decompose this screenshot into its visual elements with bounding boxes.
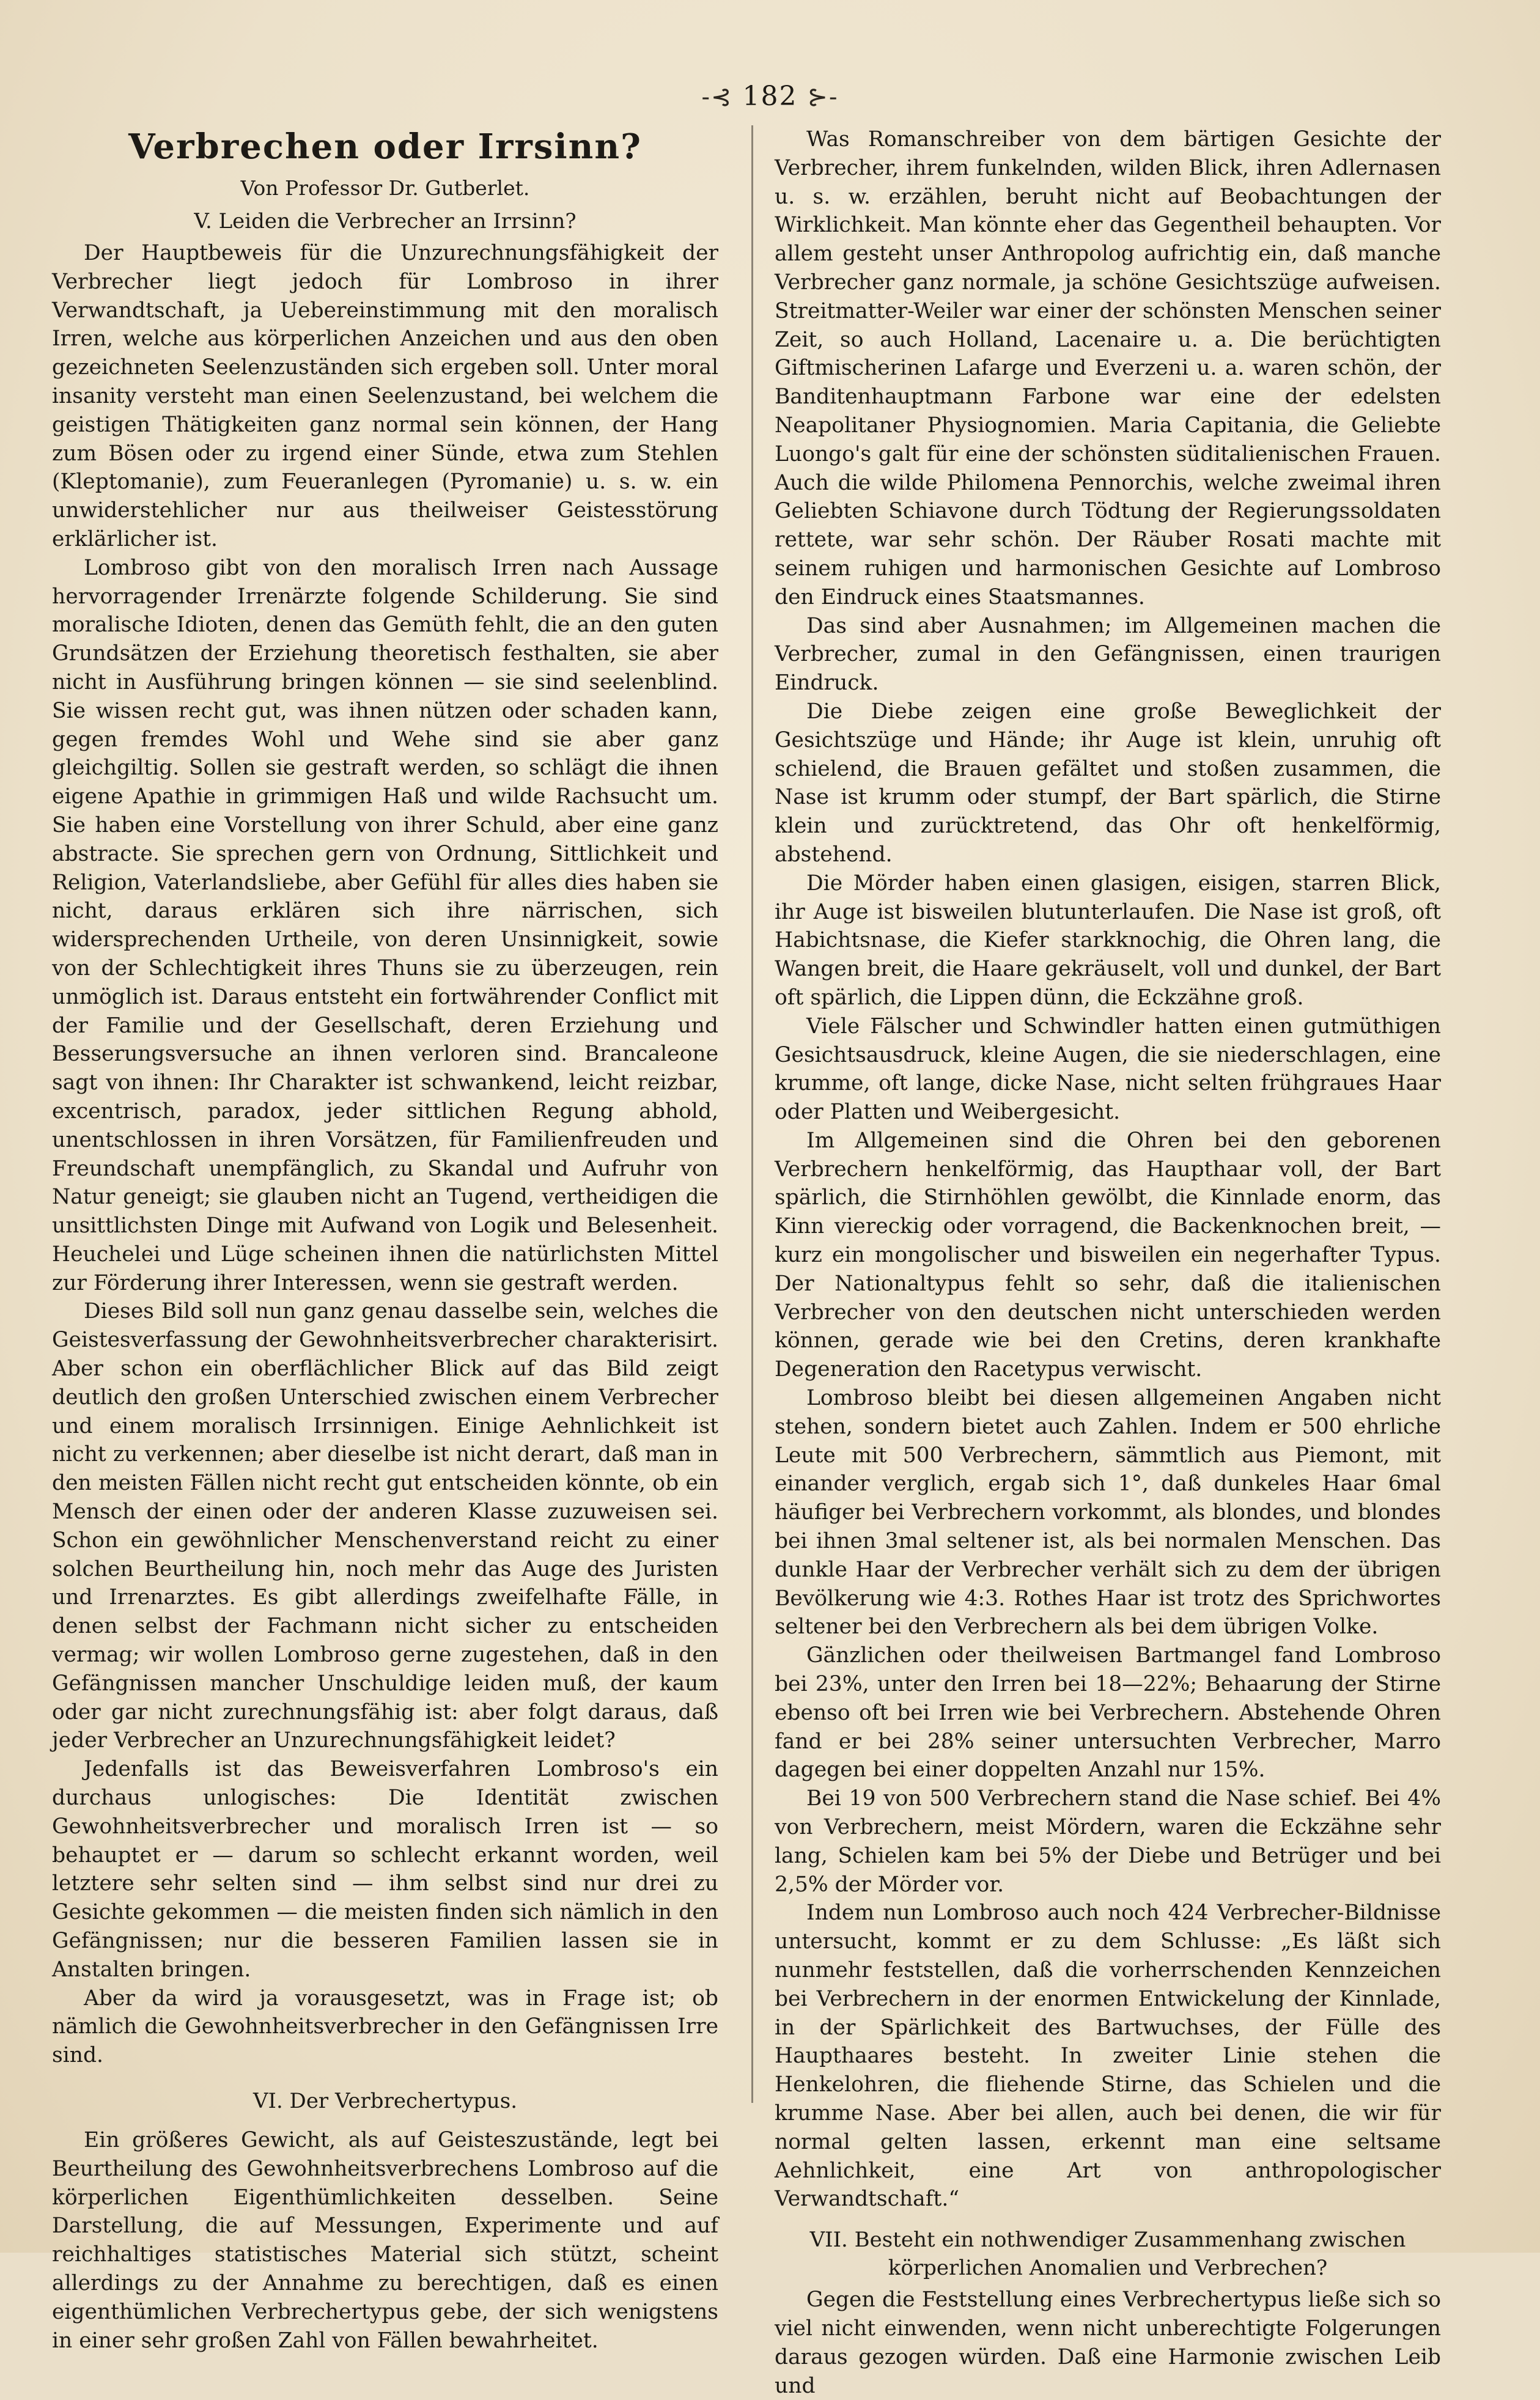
paragraph: Was Romanschreiber von dem bärtigen Gesichte der Verbrecher, ihrem funkelnden, wilden Blick, ihren Adlernasen u. s. w. erzählen, beruht nicht auf Beobachtungen der Wirklichkeit. Man könnte eher das Gegentheil behaupten. Vor allem gesteht unser Anthropolog aufrichtig ein, daß manche Verbrecher ganz normale, ja schöne Gesichtszüge aufweisen. Streitmatter-Weiler war einer der schönsten Menschen seiner Zeit, so auch Holland, Lacenaire u. a. Die berüchtigten Giftmischerinen Lafarge und Everzeni u. a. waren schön, der Banditenhauptmann Farbone war eine der edelsten Neapolitaner Physiognomien. Maria Capitania, die Geliebte Luongo's galt für eine der schönsten süditalienischen Frauen. Auch die wilde Philomena Pennorchis, welche zweimal ihren Geliebten Schiavone durch Tödtung der Regierungssoldaten rettete, war sehr schön. Der Räuber Rosati machte mit seinem ruhigen und harmonischen Gesichte auf Lombroso den Eindruck eines Staatsmannes. <box>775 127 1441 609</box>
paragraph: Das sind aber Ausnahmen; im Allgemeinen machen die Verbrecher, zumal in den Gefängnissen, einen traurigen Eindruck. <box>775 613 1441 696</box>
section-heading-6: VI. Der Verbrechertypus. <box>252 2089 518 2113</box>
left-column <box>52 125 718 2353</box>
paragraph: Gänzlichen oder theilweisen Bartmangel fand Lombroso bei 23%, unter den Irren bei 18—22%; Behaarung der Stirne ebenso oft bei Irren wie bei Verbrechern. Abstehende Ohren fand er bei 28% seiner untersuchten Verbrecher, Marro dagegen bei einer doppelten Anzahl nur 15%. <box>775 1643 1441 1783</box>
page-number: 182 <box>742 81 798 112</box>
article-byline: Von Professor Dr. Gutberlet. <box>240 176 530 200</box>
column-divider <box>751 125 753 2103</box>
paragraph: Aber da wird ja vorausgesetzt, was in Frage ist; ob nämlich die Gewohnheitsverbrecher in den Gefängnissen Irre sind. <box>52 1986 718 2068</box>
paragraph: Ein größeres Gewicht, als auf Geisteszustände, legt bei Beurtheilung des Gewohnheitsverbrechens Lombroso auf die körperlichen Eigenthümlichkeiten desselben. Seine Darstellung, die auf Messungen, Experimente und auf reichhaltiges statistisches Material sich stützt, scheint allerdings zu der Annahme zu berechtigen, daß es einen eigenthümlichen Verbrechertypus gebe, der sich wenigstens in einer sehr großen Zahl von Fällen bewahrheitet. <box>52 2128 718 2353</box>
paragraph: Jedenfalls ist das Beweisverfahren Lombroso's ein durchaus unlogisches: Die Identität zwischen Gewohnheitsverbrecher und moralisch Irren ist — so behauptet er — darum so schlecht erkannt worden, weil letztere sehr selten sind — ihm selbst sind nur drei zu Gesichte gekommen — die meisten finden sich nämlich in den Gefängnissen; nur die besseren Familien lassen sie in Anstalten bringen. <box>52 1757 718 1982</box>
paragraph: Viele Fälscher und Schwindler hatten einen gutmüthigen Gesichtsausdruck, kleine Augen, die sie niederschlagen, eine krumme, oft lange, dicke Nase, nicht selten frühgraues Haar oder Platten und Weibergesicht. <box>775 1014 1441 1125</box>
ornament-right-icon: ⊱- <box>807 83 839 111</box>
paragraph: Der Hauptbeweis für die Unzurechnungsfähigkeit der Verbrecher liegt jedoch für Lombroso in ihrer Verwandtschaft, ja Uebereinstimmung mit den moralisch Irren, welche aus körperlichen Anzeichen und aus den oben gezeichneten Seelenzuständen sich ergeben soll. Unter moral insanity versteht man einen Seelenzustand, bei welchem die geistigen Thätigkeiten ganz normal sein können, der Hang zum Bösen oder zu irgend einer Sünde, etwa zum Stehlen (Kleptomanie), zum Feueranlegen (Pyromanie) u. s. w. ein unwiderstehlicher nur aus theilweiser Geistesstörung erklärlicher ist. <box>52 241 718 551</box>
paragraph: Bei 19 von 500 Verbrechern stand die Nase schief. Bei 4% von Verbrechern, meist Mördern, waren die Eckzähne sehr lang, Schielen kam bei 5% der Diebe und Betrüger und bei 2,5% der Mörder vor. <box>775 1786 1441 1897</box>
paragraph: Lombroso bleibt bei diesen allgemeinen Angaben nicht stehen, sondern bietet auch Zahlen. Indem er 500 ehrliche Leute mit 500 Verbrechern, sämmtlich aus Piemont, mit einander verglich, ergab sich 1°, daß dunkeles Haar 6mal häufiger bei Verbrechern vorkommt, als blondes, und blondes bei ihnen 3mal seltener ist, als bei normalen Menschen. Das dunkle Haar der Verbrecher verhält sich zu dem der übrigen Bevölkerung wie 4:3. Rothes Haar ist trotz des Sprichwortes seltener bei den Verbrechern als bei dem übrigen Volke. <box>775 1386 1441 1640</box>
right-column <box>775 125 1441 2398</box>
section-heading-7: VII. Besteht ein nothwendiger Zusammenhang zwischen körperlichen Anomalien und Verbrechen? <box>809 2228 1406 2281</box>
page-number-header <box>0 81 1540 112</box>
paragraph: Die Mörder haben einen glasigen, eisigen, starren Blick, ihr Auge ist bisweilen blutunterlaufen. Die Nase ist groß, oft Habichtsnase, die Kiefer starkknochig, die Ohren lang, die Wangen breit, die Haare gekräuselt, voll und dunkel, der Bart oft spärlich, die Lippen dünn, die Eckzähne groß. <box>775 871 1441 1010</box>
paragraph: Indem nun Lombroso auch noch 424 Verbrecher-Bildnisse untersucht, kommt er zu dem Schlusse: „Es läßt sich nunmehr feststellen, daß die vorherrschenden Kennzeichen bei Verbrechern in der enormen Entwickelung der Kinnlade, in der Spärlichkeit des Bartwuchses, der Fülle des Haupthaares besteht. In zweiter Linie stehen die Henkelohren, die fliehende Stirne, das Schielen und die krumme Nase. Aber bei allen, auch bei denen, die wir für normal gelten lassen, erkennt man eine seltsame Aehnlichkeit, eine Art von anthropologischer Verwandtschaft.“ <box>775 1901 1441 2212</box>
ornament-left-icon: -⊰ <box>701 83 733 111</box>
paragraph: Dieses Bild soll nun ganz genau dasselbe sein, welches die Geistesverfassung der Gewohnheitsverbrecher charakterisirt. Aber schon ein oberflächlicher Blick auf das Bild zeigt deutlich den großen Unterschied zwischen einem Verbrecher und einem moralisch Irrsinnigen. Einige Aehnlichkeit ist nicht zu verkennen; aber dieselbe ist nicht derart, daß man in den meisten Fällen nicht recht gut entscheiden könnte, ob ein Mensch der einen oder der anderen Klasse zuzuweisen sei. Schon ein gewöhnlicher Menschenverstand reicht zu einer solchen Beurtheilung hin, noch mehr das Auge des Juristen und Irrenarztes. Es gibt allerdings zweifelhafte Fälle, in denen selbst der Fachmann nicht sicher zu entscheiden vermag; wir wollen Lombroso gerne zugestehen, daß in den Gefängnissen mancher Unschuldige leiden muß, der kaum oder gar nicht zurechnungsfähig ist: aber folgt daraus, daß jeder Verbrecher an Unzurechnungsfähigkeit leidet? <box>52 1299 718 1753</box>
paragraph: Die Diebe zeigen eine große Beweglichkeit der Gesichtszüge und Hände; ihr Auge ist klein, unruhig oft schielend, die Brauen gefältet und stoßen zusammen, die Nase ist krumm oder stumpf, der Bart spärlich, die Stirne klein und zurücktretend, das Ohr oft henkelförmig, abstehend. <box>775 699 1441 867</box>
section-heading-5: V. Leiden die Verbrecher an Irrsinn? <box>194 209 577 234</box>
paragraph: Im Allgemeinen sind die Ohren bei den geborenen Verbrechern henkelförmig, das Haupthaar voll, der Bart spärlich, die Stirnhöhlen gewölbt, die Kinnlade enorm, das Kinn viereckig oder vorragend, die Backenknochen breit, — kurz ein mongolischer und bisweilen ein negerhafter Typus. Der Nationaltypus fehlt so sehr, daß die italienischen Verbrecher von den deutschen nicht unterschieden werden können, gerade wie bei den Cretins, deren krankhafte Degeneration den Racetypus verwischt. <box>775 1128 1441 1382</box>
article-title: Verbrechen oder Irrsinn? <box>128 127 642 167</box>
paragraph: Lombroso gibt von den moralisch Irren nach Aussage hervorragender Irrenärzte folgende Schilderung. Sie sind moralische Idioten, denen das Gemüth fehlt, die an den guten Grundsätzen der Erziehung theoretisch festhalten, sie aber nicht in Ausführung bringen können — sie sind seelenblind. Sie wissen recht gut, was ihnen nützen oder schaden kann, gegen fremdes Wohl und Wehe sind sie aber ganz gleichgiltig. Sollen sie gestraft werden, so schlägt die ihnen eigene Apathie in grimmigen Haß und wilde Rachsucht um. Sie haben eine Vorstellung von ihrer Schuld, aber eine ganz abstracte. Sie sprechen gern von Ordnung, Sittlichkeit und Religion, Vaterlandsliebe, aber Gefühl für alles dies haben sie nicht, daraus erklären sich ihre närrischen, sich widersprechenden Urtheile, von deren Unsinnigkeit, sowie von der Schlechtigkeit ihres Thuns sie zu überzeugen, rein unmöglich ist. Daraus entsteht ein fortwährender Conflict mit der Familie und der Gesellschaft, deren Erziehung und Besserungsversuche an ihnen verloren sind. Brancaleone sagt von ihnen: Ihr Charakter ist schwankend, leicht reizbar, excentrisch, paradox, jeder sittlichen Regung abhold, unentschlossen in ihren Vorsätzen, für Familienfreuden und Freundschaft unempfänglich, zu Skandal und Aufruhr von Natur geneigt; sie glauben nicht an Tugend, vertheidigen die unsittlichsten Dinge mit Aufwand von Logik und Belesenheit. Heuchelei und Lüge scheinen ihnen die natürlichsten Mittel zur Förderung ihrer Interessen, wenn sie gestraft werden. <box>52 555 718 1295</box>
paragraph: Gegen die Feststellung eines Verbrechertypus ließe sich so viel nicht einwenden, wenn nicht unberechtigte Folgerungen daraus gezogen würden. Daß eine Harmonie zwischen Leib und <box>775 2288 1441 2398</box>
